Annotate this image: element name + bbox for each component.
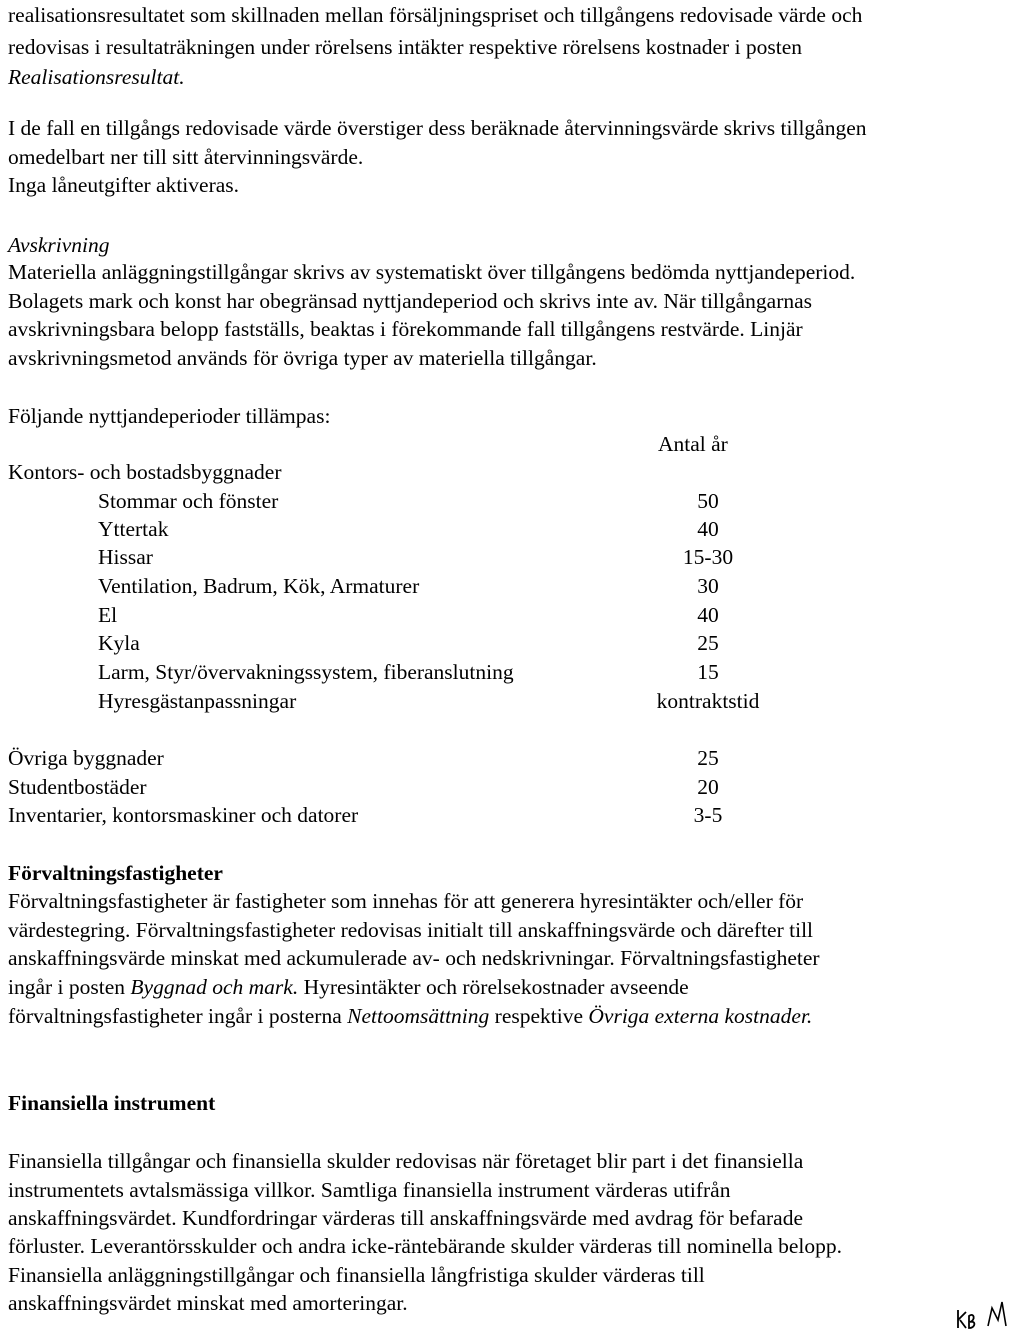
financial-instruments-line-5: Finansiella anläggningstillgångar och finansiella långfristiga skulder värderas till	[8, 1263, 705, 1287]
impairment-line-3: Inga låneutgifter aktiveras.	[8, 173, 240, 197]
other-label: Inventarier, kontorsmaskiner och datorer	[8, 803, 359, 827]
investment-property-heading: Förvaltningsfastigheter	[8, 861, 223, 885]
line-text-italic: Byggnad och mark.	[130, 975, 299, 999]
component-label: Kyla	[98, 631, 140, 655]
depreciation-line-2: Bolagets mark och konst har obegränsad nyttjandeperiod och skrivs inte av. När tillgångarnas	[8, 289, 813, 313]
investment-property-line-2: värdestegring. Förvaltningsfastigheter redovisas initialt till anskaffningsvärde och därefter till	[8, 918, 814, 942]
group-label: Kontors- och bostadsbyggnader	[8, 460, 282, 484]
component-label: El	[98, 603, 118, 627]
other-label: Övriga byggnader	[8, 746, 164, 770]
impairment-line-2: omedelbart ner till sitt återvinningsvärde.	[8, 145, 364, 169]
investment-property-line-5	[8, 1003, 812, 1030]
financial-instruments-line-2: instrumentets avtalsmässiga villkor. Samtliga finansiella instrument värderas utifrån	[8, 1178, 731, 1202]
line-text: respektive	[489, 1004, 589, 1028]
financial-instruments-line-6: anskaffningsvärdet minskat med amorteringar.	[8, 1291, 408, 1315]
component-value: 25	[697, 631, 719, 655]
component-label: Larm, Styr/övervakningssystem, fiberanslutning	[98, 660, 514, 684]
investment-property-line-3: anskaffningsvärde minskat med ackumulerade av- och nedskrivningar. Förvaltningsfastigheter	[8, 946, 820, 970]
other-label: Studentbostäder	[8, 775, 147, 799]
line-text: Hyresintäkter och rörelsekostnader avseende	[298, 975, 689, 999]
other-value: 20	[697, 775, 719, 799]
depreciation-line-3: avskrivningsbara belopp fastställs, beaktas i förekommande fall tillgångens restvärde. Linjär	[8, 317, 803, 341]
depreciation-line-4: avskrivningsmetod används för övriga typer av materiella tillgångar.	[8, 346, 597, 370]
handwritten-initials	[954, 1296, 1014, 1332]
periods-intro: Följande nyttjandeperioder tillämpas:	[8, 404, 331, 428]
financial-instruments-line-3: anskaffningsvärdet. Kundfordringar värderas till anskaffningsvärde med avdrag för befarade	[8, 1206, 803, 1230]
investment-property-line-1: Förvaltningsfastigheter är fastigheter som innehas för att generera hyresintäkter och/eller för	[8, 889, 804, 913]
component-label: Hyresgästanpassningar	[98, 689, 297, 713]
financial-instruments-line-4: förluster. Leverantörsskulder och andra icke-räntebärande skulder värderas till nominella belopp.	[8, 1234, 842, 1258]
intro-line-3: Realisationsresultat.	[8, 65, 185, 89]
component-value: 15	[697, 660, 719, 684]
line-text-italic: Övriga externa kostnader.	[588, 1004, 813, 1028]
component-value: 40	[697, 517, 719, 541]
component-value: 40	[697, 603, 719, 627]
component-label: Stommar och fönster	[98, 489, 279, 513]
component-value: kontraktstid	[656, 689, 760, 713]
financial-instruments-heading: Finansiella instrument	[8, 1091, 216, 1115]
line-text: ingår i posten	[8, 975, 131, 999]
financial-instruments-line-1: Finansiella tillgångar och finansiella skulder redovisas när företaget blir part i det finansiella	[8, 1149, 804, 1173]
component-label: Ventilation, Badrum, Kök, Armaturer	[98, 574, 420, 598]
component-label: Hissar	[98, 545, 153, 569]
intro-line-2: redovisas i resultaträkningen under rörelsens intäkter respektive rörelsens kostnader i posten	[8, 35, 803, 59]
component-value: 30	[697, 574, 719, 598]
line-text-italic: Nettoomsättning	[347, 1004, 490, 1028]
component-value: 50	[697, 489, 719, 513]
investment-property-line-4	[8, 974, 689, 1001]
component-value: 15-30	[682, 545, 734, 569]
line-text: förvaltningsfastigheter ingår i posterna	[8, 1004, 348, 1028]
other-value: 25	[697, 746, 719, 770]
component-label: Yttertak	[98, 517, 169, 541]
depreciation-heading: Avskrivning	[8, 233, 110, 257]
depreciation-line-1: Materiella anläggningstillgångar skrivs av systematiskt över tillgångens bedömda nyttjandeperiod.	[8, 260, 856, 284]
column-header: Antal år	[658, 432, 728, 456]
intro-line-1: realisationsresultatet som skillnaden mellan försäljningspriset och tillgångens redovisade värde och	[8, 3, 863, 27]
impairment-line-1: I de fall en tillgångs redovisade värde överstiger dess beräknade återvinningsvärde skrivs tillgången	[8, 116, 867, 140]
other-value: 3-5	[693, 803, 723, 827]
